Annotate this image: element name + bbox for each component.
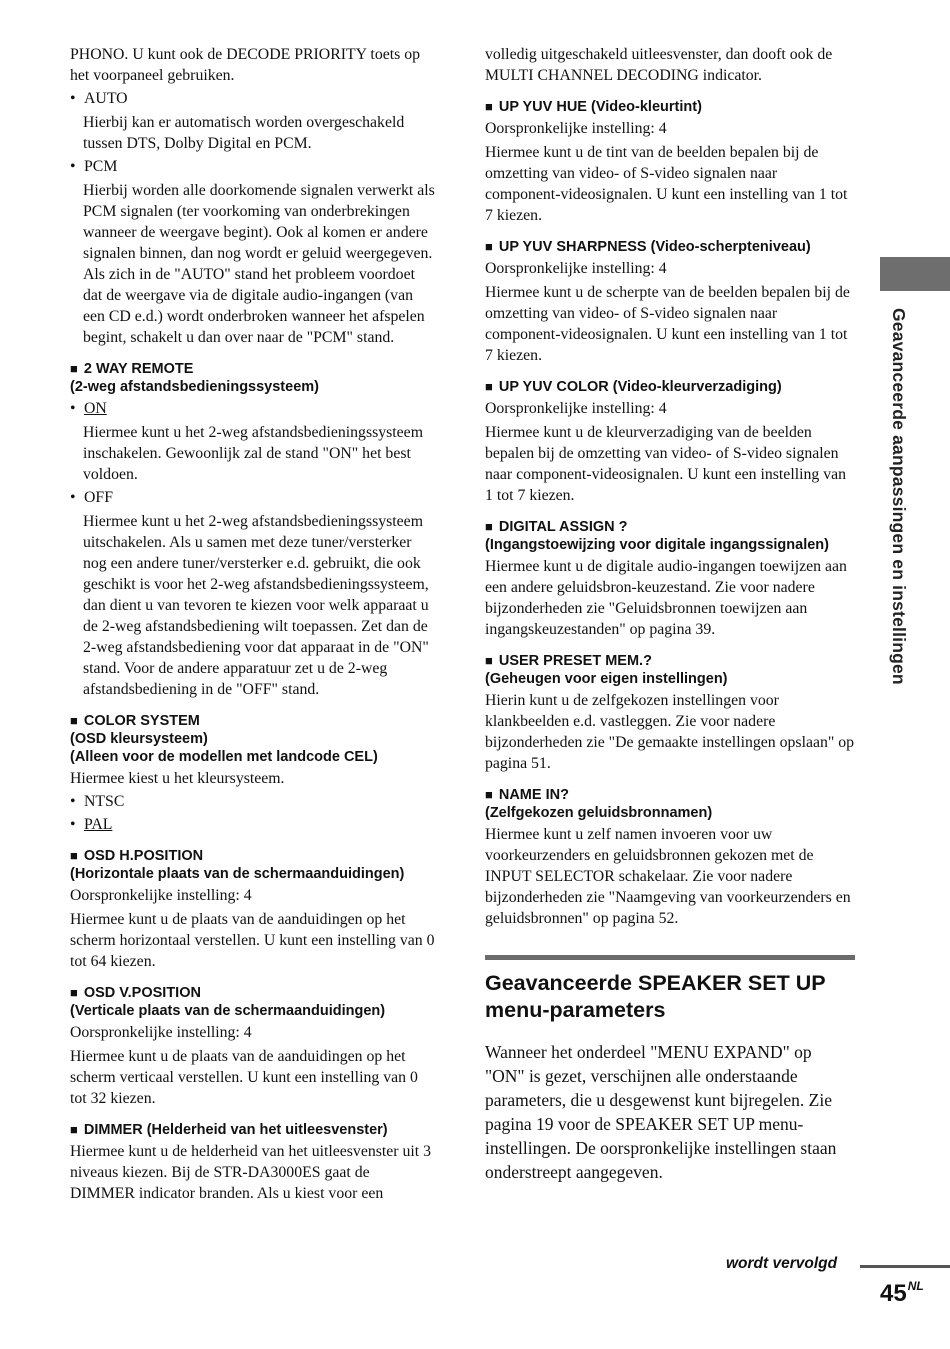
osd-v-description: Hiermee kunt u de plaats van de aanduidingen op het scherm verticaal verstellen. U kunt een instelling van 0 tot 32 kiezen. <box>70 1048 418 1107</box>
option-off-description: Hiermee kunt u het 2-weg afstandsbedieningssysteem uitschakelen. Als u samen met deze tuner/versterker nog een andere tuner/versterker e.d. gebruikt, die ook geschikt is voor het 2-weg afstandsbedieningssysteem, dan dient u van tevoren te kiezen voor welk apparaat u de 2-weg afstandsbediening wilt toepassen. Zet dan de 2-weg afstandsbediening voor dat apparaat in de "ON" stand. Voor de andere apparatuur zet u de 2-weg afstandsbediening in de "OFF" stand. <box>83 513 429 698</box>
osd-v-initial: Oorspronkelijke instelling: 4 <box>70 1024 252 1041</box>
intro-paragraph: PHONO. U kunt ook de DECODE PRIORITY toets op het voorpaneel gebruiken. <box>70 46 421 84</box>
page-number: $45^{NL}$ <box>880 1279 924 1307</box>
color-system-description: Hiermee kiest u het kleursysteem. <box>70 770 285 787</box>
name-in-description: Hiermee kunt u zelf namen invoeren voor uw voorkeurzenders en geluidsbronnen gekozen met de INPUT SELECTOR schakelaar. Zie voor nadere bijzonderheden zie "Naamgeving van voorkeurzenders en geluidsbronnen" op pagina 52. <box>485 826 851 927</box>
option-pal: • PAL <box>70 814 438 835</box>
sharpness-description: Hiermee kunt u de scherpte van de beelden bepalen bij de omzetting van video- of S-video signalen naar component-videosignalen. U kunt een instelling van 1 tot 7 kiezen. <box>485 284 850 364</box>
section-divider <box>485 955 855 960</box>
square-bullet-icon: ■ <box>70 848 78 863</box>
square-bullet-icon: ■ <box>485 653 493 668</box>
hue-description: Hiermee kunt u de tint van de beelden bepalen bij de omzetting van video- of S-video signalen naar component-videosignalen. U kunt een instelling van 1 tot 7 kiezen. <box>485 144 848 224</box>
heading-digital-assign: ■ DIGITAL ASSIGN ? (Ingangstoewijzing voor digitale ingangssignalen) <box>485 519 829 553</box>
continued-rule <box>860 1265 950 1268</box>
heading-name-in: ■ NAME IN? (Zelfgekozen geluidsbronnamen) <box>485 787 713 821</box>
square-bullet-icon: ■ <box>485 519 493 534</box>
square-bullet-icon: ■ <box>485 787 493 802</box>
square-bullet-icon: ■ <box>70 361 78 376</box>
option-pcm: • PCM <box>70 156 438 177</box>
heading-user-preset-mem: ■ USER PRESET MEM.? (Geheugen voor eigen instellingen) <box>485 653 728 687</box>
option-pcm-description: Hierbij worden alle doorkomende signalen verwerkt als PCM signalen (ter voorkoming van onderbrekingen wanneer de weergave begint). Ook al komen er andere signalen binnen, dan nog wordt er geluid weergegeven. Als zich in de "AUTO" stand het probleem voordoet dat de weergave via de digitale audio-ingangen (van een CD e.d.) wordt onderbroken wanneer het afspelen begint, schakelt u dan over naar de "PCM" stand. <box>83 182 435 346</box>
square-bullet-icon: ■ <box>485 99 493 114</box>
user-preset-description: Hierin kunt u de zelfgekozen instellingen voor klankbeelden e.d. vastleggen. Zie voor nadere bijzonderheden zie "De gemaakte instellingen opslaan" op pagina 51. <box>485 692 855 772</box>
color-description: Hiermee kunt u de kleurverzadiging van de beelden bepalen bij de omzetting van video- of S-video signalen naar component-videosignalen. U kunt een instelling van 1 tot 7 kiezen. <box>485 424 847 504</box>
dimmer-description: Hiermee kunt u de helderheid van het uitleesvenster uit 3 niveaus kiezen. Bij de STR-DA3000ES gaat de DIMMER indicator branden. Als u kiest voor een <box>70 1143 432 1202</box>
sharpness-initial: Oorspronkelijke instelling: 4 <box>485 260 667 277</box>
option-off: • OFF <box>70 487 438 508</box>
square-bullet-icon: ■ <box>485 379 493 394</box>
color-initial: Oorspronkelijke instelling: 4 <box>485 400 667 417</box>
heading-2-way-remote: ■ 2 WAY REMOTE (2-weg afstandsbedieningssysteem) <box>70 361 319 395</box>
heading-color-system: ■ COLOR SYSTEM (OSD kleursysteem) (Alleen voor de modellen met landcode CEL) <box>70 713 378 765</box>
heading-up-yuv-hue: ■ UP YUV HUE (Video-kleurtint) <box>485 99 702 115</box>
heading-up-yuv-color: ■ UP YUV COLOR (Video-kleurverzadiging) <box>485 379 782 395</box>
heading-up-yuv-sharpness: ■ UP YUV SHARPNESS (Video-scherpteniveau) <box>485 239 811 255</box>
heading-osd-h-position: ■ OSD H.POSITION (Horizontale plaats van de schermaanduidingen) <box>70 848 405 882</box>
section-title: Geavanceerde SPEAKER SET UP menu-parameters <box>485 971 826 1022</box>
osd-h-initial: Oorspronkelijke instelling: 4 <box>70 887 252 904</box>
right-column <box>485 44 855 1184</box>
section-intro: Wanneer het onderdeel "MENU EXPAND" op "ON" is gezet, verschijnen alle onderstaande parameters, die u desgewenst kunt bijregelen. Zie pagina 19 voor de SPEAKER SET UP menu-instellingen. De oorspronkelijke instellingen staan onderstreept aangegeven. <box>485 1042 837 1182</box>
heading-dimmer: ■ DIMMER (Helderheid van het uitleesvenster) <box>70 1122 388 1138</box>
square-bullet-icon: ■ <box>70 1122 78 1137</box>
square-bullet-icon: ■ <box>485 239 493 254</box>
chapter-tab-marker <box>880 257 950 291</box>
square-bullet-icon: ■ <box>70 713 78 728</box>
digital-assign-description: Hiermee kunt u de digitale audio-ingangen toewijzen aan een andere geluidsbron-keuzestand. Zie voor nadere bijzonderheden zie "Geluidsbronnen toewijzen aan ingangskeuzestanden" op pagina 39. <box>485 558 847 638</box>
left-column <box>70 44 438 1204</box>
option-auto-description: Hierbij kan er automatisch worden overgeschakeld tussen DTS, Dolby Digital en PCM. <box>83 114 405 152</box>
option-on: • ON <box>70 398 438 419</box>
hue-initial: Oorspronkelijke instelling: 4 <box>485 120 667 137</box>
continued-label: wordt vervolgd <box>726 1255 838 1272</box>
square-bullet-icon: ■ <box>70 985 78 1000</box>
page-suffix: NL <box>907 1279 924 1293</box>
osd-h-description: Hiermee kunt u de plaats van de aanduidingen op het scherm horizontaal verstellen. U kunt een instelling van 0 tot 64 kiezen. <box>70 911 435 970</box>
heading-osd-v-position: ■ OSD V.POSITION (Verticale plaats van de schermaanduidingen) <box>70 985 386 1019</box>
option-on-description: Hiermee kunt u het 2-weg afstandsbedieningssysteem inschakelen. Gewoonlijk zal de stand "ON" het best voldoen. <box>83 424 423 483</box>
option-ntsc: • NTSC <box>70 791 438 812</box>
chapter-side-label: Geavanceerde aanpassingen en instellingen <box>889 308 909 685</box>
option-auto: • AUTO <box>70 88 438 109</box>
continued-paragraph: volledig uitgeschakeld uitleesvenster, dan dooft ook de MULTI CHANNEL DECODING indicator. <box>485 46 833 84</box>
